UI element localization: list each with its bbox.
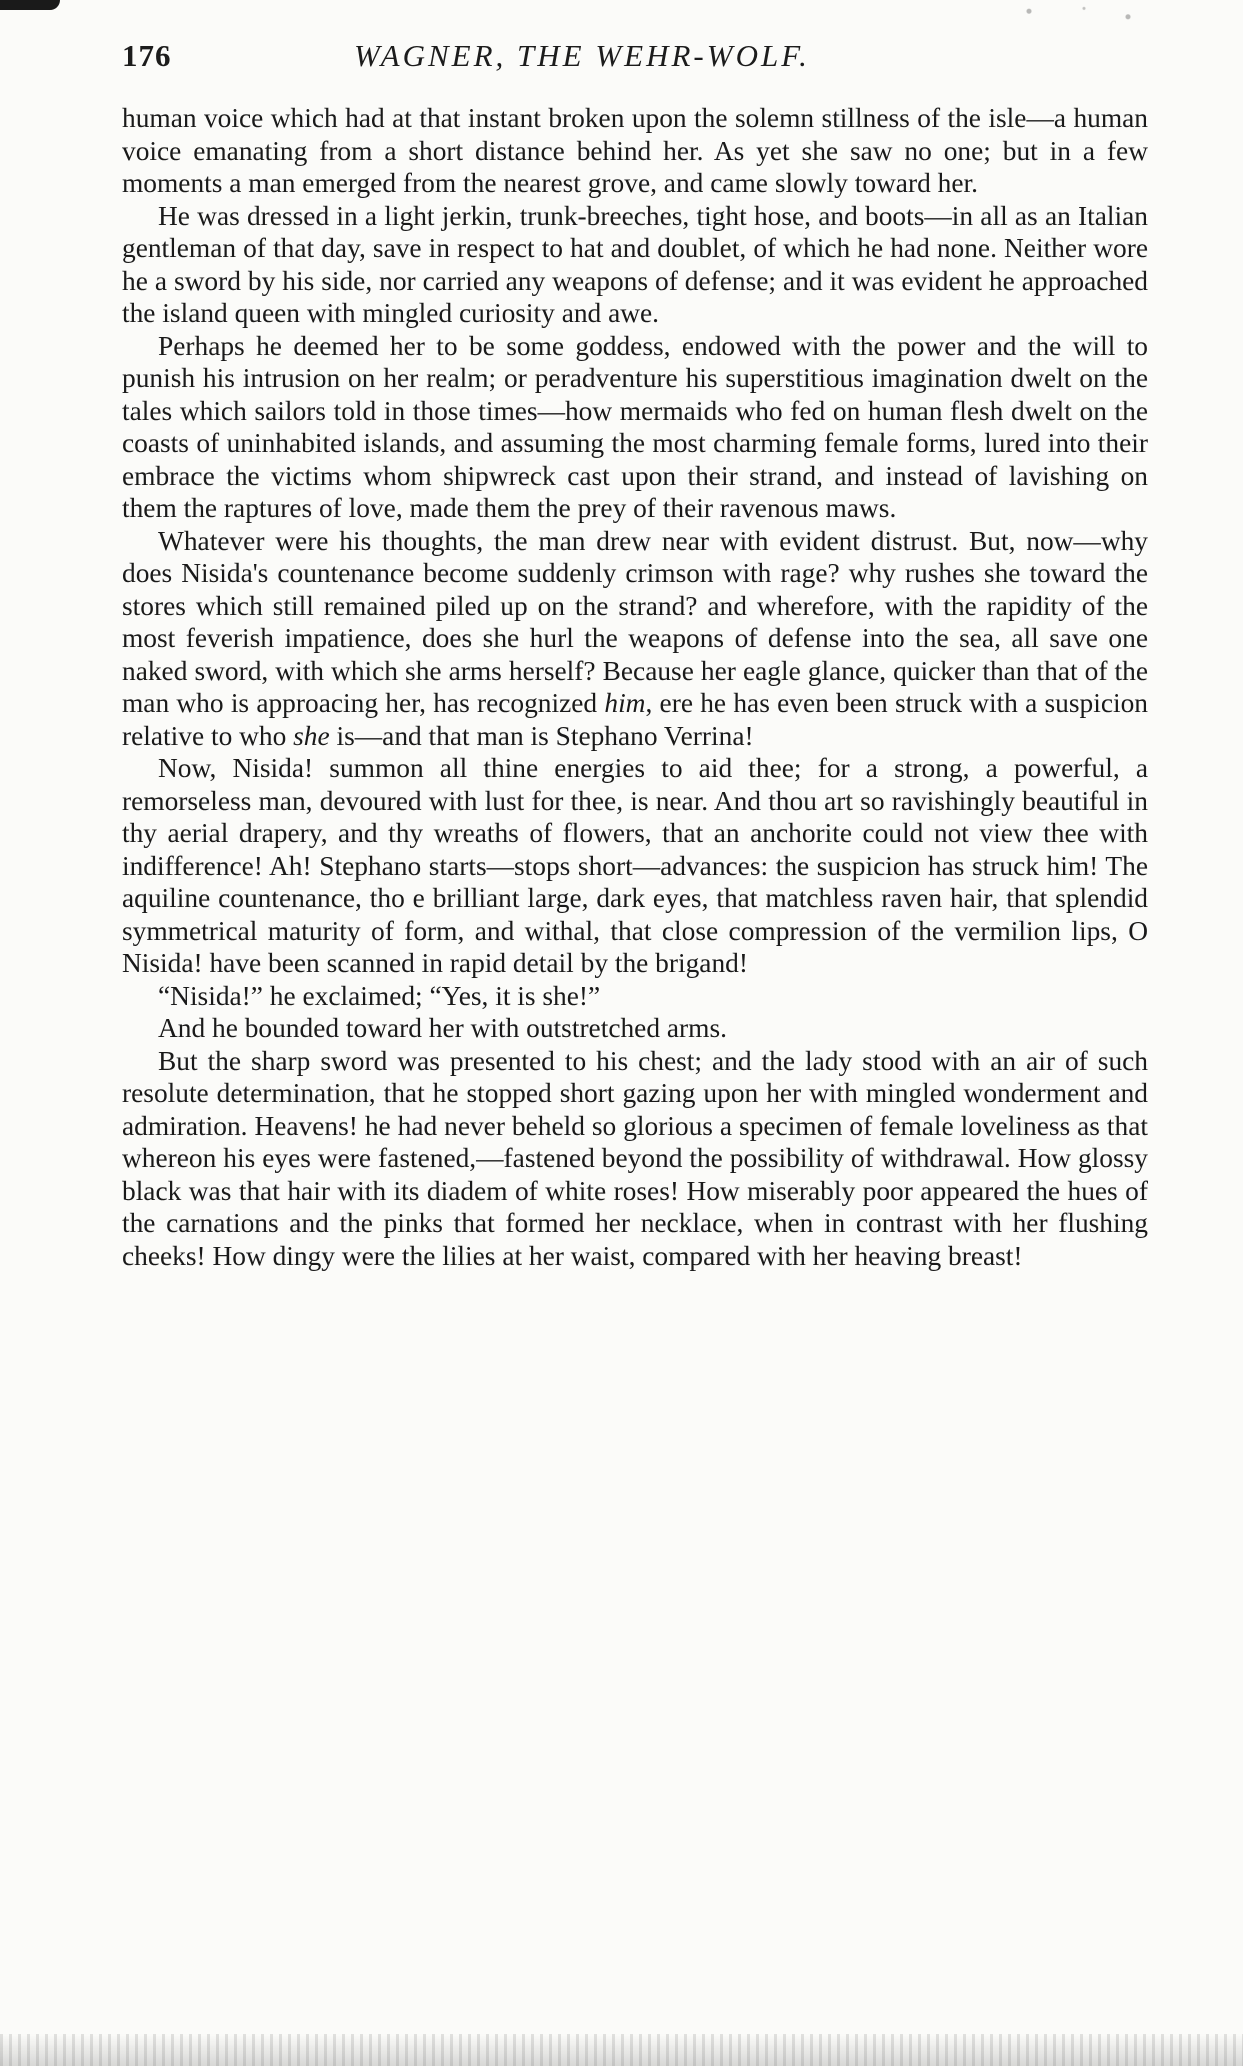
paragraph: human voice which had at that instant broken upon the solemn stillness of the isle—a human voice emanating from a short distance behind her. As yet she saw no one; but in a few moments a man emerged from the nearest grove, and came slowly toward her. (122, 103, 1148, 198)
paragraph: He was dressed in a light jerkin, trunk-breeches, tight hose, and boots—in all as an Italian gentleman of that day, save in respect to hat and doublet, of which he had none. Neither wore he a sword by his side, nor carried any weapons of defense; and it was evident he approached the island queen with mingled curiosity and awe. (122, 200, 1148, 328)
running-title: WAGNER, THE WEHR-WOLF. (354, 38, 810, 73)
text-run: , ere he has even been struck with a suspicion relative to who (122, 688, 1148, 751)
body-text (122, 102, 1148, 1272)
text-run: Whatever were his thoughts, the man drew near with evident distrust. But, now—why does Nisida's countenance become suddenly crimson with rage? why rushes she toward the stores which still remained piled up on the strand? and wherefore, with the rapidity of the most feverish impatience, does she hurl the weapons of defense into the sea, all save one naked sword, with which she arms herself? Because her eagle glance, quicker than that of the man who is approacing her, has recognized (122, 525, 1148, 718)
scan-specks-top (963, 0, 1183, 28)
paragraph: “Nisida!” he exclaimed; “Yes, it is she!” (158, 980, 601, 1011)
text-run: is—and that man is Stephano Verrina! (329, 720, 754, 751)
paragraph: But the sharp sword was presented to his chest; and the lady stood with an air of such resolute determination, that he stopped short gazing upon her with mingled wonderment and admiration. Heavens! he had never beheld so glorious a specimen of female loveliness as that whereon his eyes were fastened,—fastened beyond the possibility of withdrawal. How glossy black was that hair with its diadem of white roses! How miserably poor appeared the hues of the carnations and the pinks that formed her necklace, when in contrast with her flushing cheeks! How dingy were the lilies at her waist, compared with her heaving breast! (122, 1045, 1148, 1271)
emphasis-she: she (293, 720, 330, 751)
paragraph: Now, Nisida! summon all thine energies to aid thee; for a strong, a powerful, a remorseless man, devoured with lust for thee, is near. And thou art so ravishingly beautiful in thy aerial drapery, and thy wreaths of flowers, that an anchorite could not view thee with indifference! Ah! Stephano starts—stops short—advances: the suspicion has struck him! The aquiline countenance, tho e brilliant large, dark eyes, that matchless raven hair, that splendid symmetrical maturity of form, and withal, that close compression of the vermilion lips, O Nisida! have been scanned in rapid detail by the brigand! (122, 753, 1148, 978)
page-number: 176 (122, 38, 172, 73)
scan-specks-bottom (0, 2034, 1243, 2066)
paragraph: And he bounded toward her with outstretched arms. (158, 1013, 727, 1043)
paragraph (122, 525, 1148, 753)
scan-blot (0, 0, 60, 10)
emphasis-him: him (604, 688, 646, 718)
paragraph: Perhaps he deemed her to be some goddess, endowed with the power and the will to punish his intrusion on her realm; or peradventure his superstitious imagination dwelt on the tales which sailors told in those times—how mermaids who fed on human flesh dwelt on the coasts of uninhabited islands, and assuming the most charming female forms, lured into their embrace the victims whom shipwreck cast upon their strand, and instead of lavishing on them the raptures of love, made them the prey of their ravenous maws. (122, 330, 1148, 523)
page-header (122, 38, 1142, 78)
